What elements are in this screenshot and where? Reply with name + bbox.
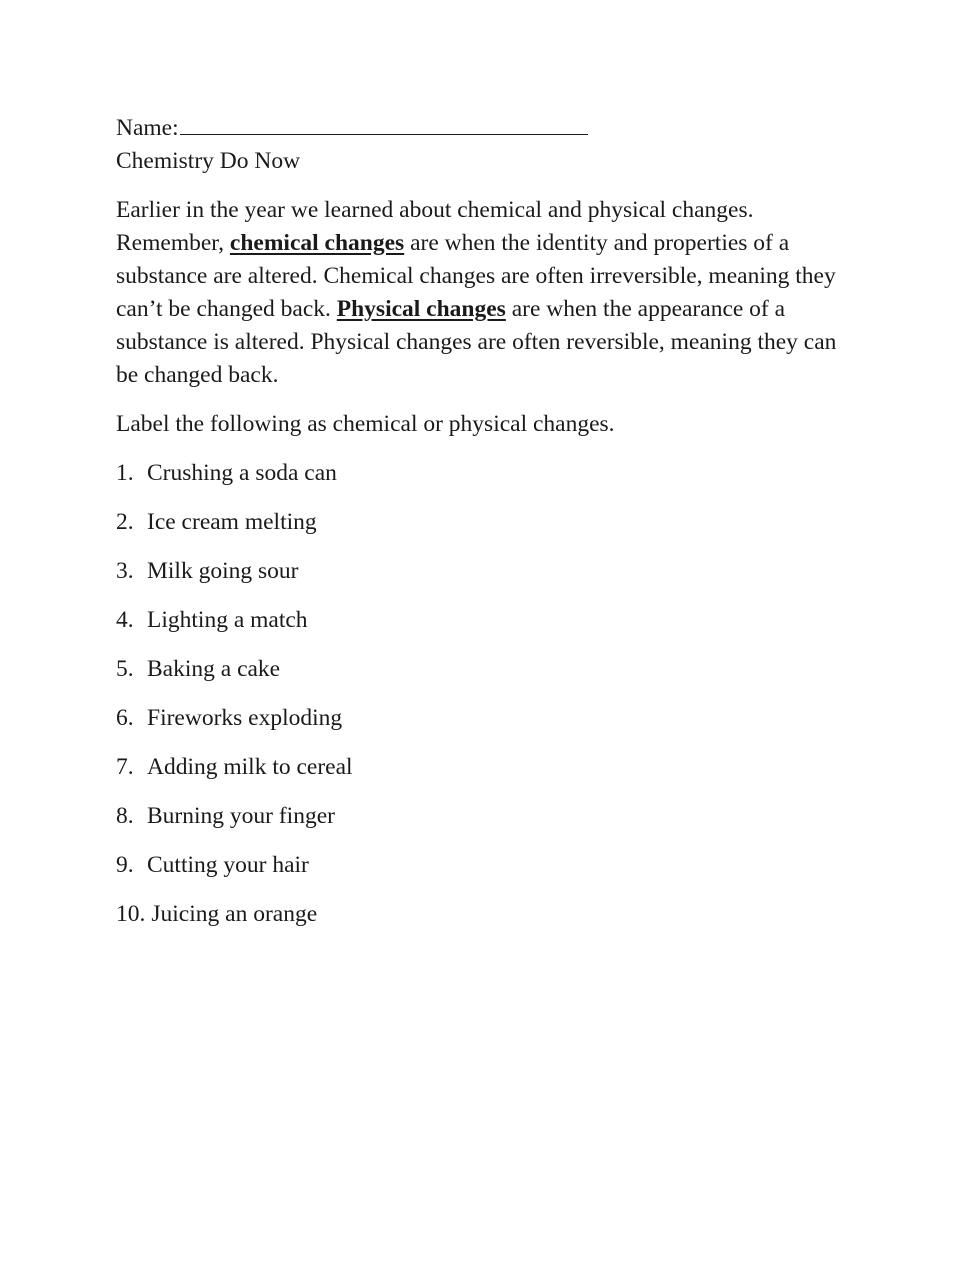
item-number: 9. [116,852,134,878]
item-number: 10. [116,901,146,927]
item-number: 4. [116,607,134,633]
item-text: Cutting your hair [147,852,309,878]
item-text: Crushing a soda can [147,460,337,486]
item-number: 5. [116,656,134,682]
intro-text-1: Earlier in the year we learned about chemical and physical changes. Remember, [116,197,754,256]
list-item [116,653,856,686]
name-line [116,112,856,145]
intro-text-3: are when the appearance of a substance is altered. Physical changes are often reversible, meaning they can be changed back. [116,296,837,388]
question-list [116,457,856,931]
item-number: 2. [116,509,134,535]
list-item [116,800,856,833]
item-number: 7. [116,754,134,780]
item-text: Ice cream melting [147,509,317,535]
list-item [116,457,856,490]
worksheet-title: Chemistry Do Now [116,148,301,174]
item-text: Adding milk to cereal [147,754,353,780]
list-item [116,555,856,588]
item-number: 1. [116,460,134,486]
item-text: Lighting a match [147,607,308,633]
intro-text-2: are when the identity and properties of a substance are altered. Chemical changes are often irreversible, meaning they can’t be changed back. [116,230,836,322]
item-text: Fireworks exploding [147,705,343,731]
term-physical-changes: Physical changes [336,296,506,322]
item-number: 8. [116,803,134,829]
list-item [116,849,856,882]
item-number: 6. [116,705,134,731]
item-text: Burning your finger [147,803,335,829]
worksheet-page [116,112,856,947]
name-label: Name: [116,115,179,141]
name-blank [180,114,588,135]
list-item [116,604,856,637]
list-item [116,506,856,539]
item-number: 3. [116,558,134,584]
item-text: Baking a cake [147,656,281,682]
item-text: Juicing an orange [151,901,318,927]
intro-paragraph [116,194,844,392]
instruction-text: Label the following as chemical or physical changes. [116,411,615,437]
list-item [116,898,856,931]
item-text: Milk going sour [147,558,299,584]
list-item [116,751,856,784]
term-chemical-changes: chemical changes [229,230,405,256]
list-item [116,702,856,735]
